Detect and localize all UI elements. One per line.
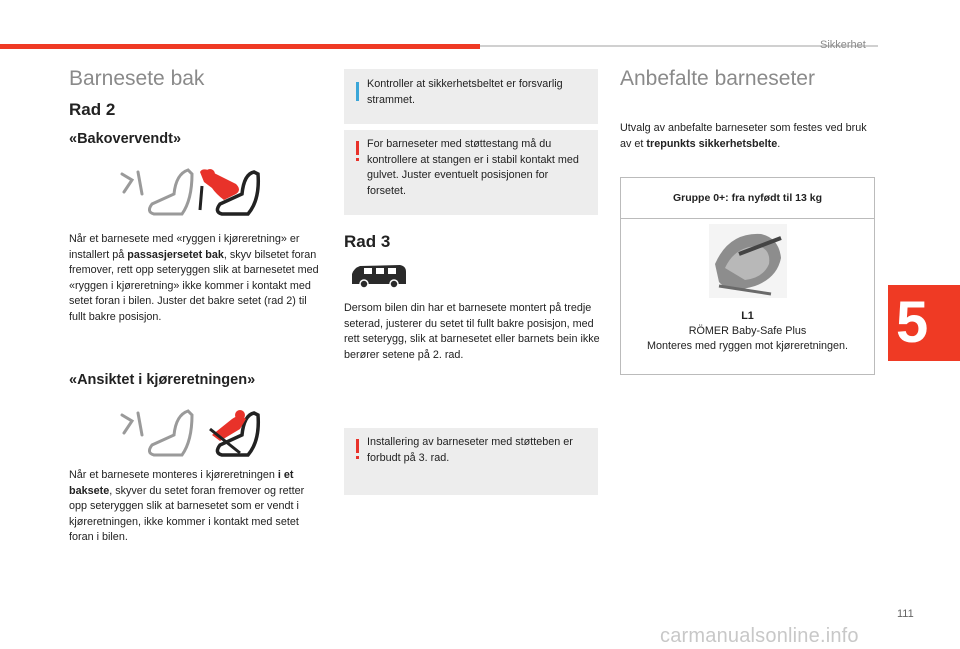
row3-heading: Rad 3 bbox=[344, 232, 391, 251]
chapter-tab: 5 bbox=[888, 285, 960, 361]
page-number: 111 bbox=[897, 608, 914, 620]
rearward-seat-icon bbox=[116, 164, 266, 222]
forward-text: Når et barnesete monteres i kjøreretningen i et baksete, skyver du setet foran fremover og retter opp seteryggen slik at barnesetet som er vendt i kjøreretningen, ikke kommer i kontakt med setet foran i bilen. bbox=[69, 469, 305, 543]
seat-code: L1 bbox=[741, 310, 754, 322]
row3-text: Dersom bilen din har et barnesete montert på tredje seterad, justerer du setet til fullt bakre posisjon, med rett seterygg, slik at barnesetet eller barnets bein ikke berører setene på 2. rad. bbox=[344, 302, 600, 361]
table-group-header: Gruppe 0+: fra nyfødt til 13 kg bbox=[621, 178, 874, 219]
info-box-text: Kontroller at sikkerhetsbeltet er forsvarlig strammet. bbox=[367, 78, 563, 106]
warning-box-support-leg bbox=[344, 130, 598, 215]
vehicle-row3-icon bbox=[350, 262, 408, 290]
warning-icon bbox=[356, 439, 359, 453]
section-title: Sikkerhet bbox=[820, 39, 866, 51]
info-icon bbox=[356, 82, 359, 101]
seat-name: RÖMER Baby-Safe Plus bbox=[688, 325, 807, 337]
header-rule bbox=[480, 45, 878, 47]
forward-heading: «Ansiktet i kjøreretningen» bbox=[69, 372, 256, 388]
warning-icon bbox=[356, 141, 359, 155]
warning-box-row3-text: Installering av barneseter med støtteben er forbudt på 3. rad. bbox=[367, 436, 573, 464]
forward-seat-icon bbox=[116, 405, 266, 463]
child-seat-table bbox=[620, 177, 875, 375]
rearward-heading: «Bakovervendt» bbox=[69, 131, 182, 147]
rearward-text: Når et barnesete med «ryggen i kjøreretning» er installert på passasjersetet bak, skyv bilsetet foran fremover, rett opp seteryggen slik at barnesetet med «ryggen i kjøreretning» ikke kommer i kontakt med setet foran i bilen. Juster det bakre setet (rad 2) til fullt bakre posisjon. bbox=[69, 233, 319, 323]
recommended-intro: Utvalg av anbefalte barneseter som festes ved bruk av et trepunkts sikkerhetsbelte. bbox=[620, 122, 867, 150]
row2-heading: Rad 2 bbox=[69, 100, 116, 119]
info-box bbox=[344, 69, 598, 124]
table-seat-entry bbox=[621, 309, 874, 354]
watermark: carmanualsonline.info bbox=[660, 625, 859, 647]
header-accent-bar bbox=[0, 44, 480, 49]
child-seat-photo bbox=[709, 224, 787, 298]
warning-box-row3 bbox=[344, 428, 598, 495]
recommended-seats-title: Anbefalte barneseter bbox=[620, 67, 815, 90]
page-title: Barnesete bak bbox=[69, 67, 205, 90]
warning-box-text: For barneseter med støttestang må du kontrollere at stangen er i stabil kontakt med gulvet. Juster eventuelt posisjonen for forsetet. bbox=[367, 138, 579, 197]
seat-note: Monteres med ryggen mot kjøreretningen. bbox=[646, 340, 849, 352]
